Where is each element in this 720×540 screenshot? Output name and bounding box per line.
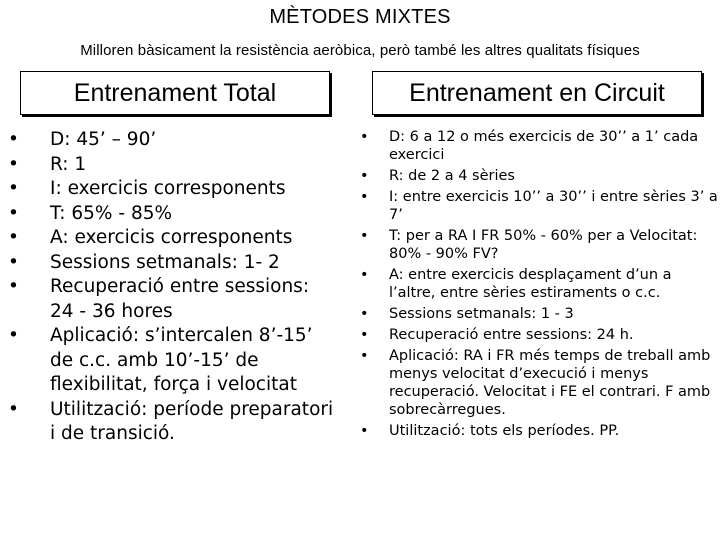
item-key: R [50, 153, 63, 175]
item-text: : 24 - 36 hores [50, 276, 310, 322]
item-text: : de 2 a 4 sèries [398, 168, 515, 184]
list-item [358, 422, 718, 440]
list-entrenament-total [6, 128, 336, 447]
list-item [6, 202, 336, 227]
page-subtitle: Milloren bàsicament la resistència aeròbica, però també les altres qualitats físiques [80, 42, 640, 59]
list-item [6, 324, 336, 398]
item-text: : exercicis corresponents [62, 227, 293, 248]
page-title: MÈTODES MIXTES [269, 6, 451, 28]
list-item [358, 167, 718, 185]
list-item [6, 251, 336, 276]
item-text: : 24 h. [587, 327, 634, 343]
list-item [6, 177, 336, 202]
list-item [6, 275, 336, 324]
list-item [358, 326, 718, 344]
item-text: : tots els períodes. PP. [460, 423, 620, 439]
list-item [6, 128, 336, 153]
heading-entrenament-total: Entrenament Total [20, 71, 330, 115]
item-text: : 65% - 85% [59, 202, 173, 224]
item-text: : 6 a 12 o més exercicis de 30’’ a 1’ cada exercici [389, 129, 699, 163]
item-text: : per a RA I FR 50% - 60% per a Velocitat: 80% - 90% FV? [389, 228, 698, 262]
item-key: I [389, 189, 394, 205]
item-text: : entre exercicis desplaçament d’un a l’altre, entre sèries estiraments o c.c. [389, 267, 672, 301]
item-text: : 1- 2 [231, 251, 280, 273]
item-text: : 1 [62, 153, 87, 175]
item-key: Recuperació entre sessions [389, 327, 588, 343]
item-key: D [389, 129, 401, 145]
list-item [358, 305, 718, 323]
list-item [6, 226, 336, 251]
list-item [358, 227, 718, 263]
item-key: Recuperació entre sessions [50, 276, 303, 297]
item-text: : període preparatori i de transició. [50, 398, 334, 444]
item-key: Utilització [389, 423, 461, 439]
item-key: R [389, 168, 399, 184]
item-key: T [389, 228, 397, 244]
item-text: : s’intercalen 8’-15’ de c.c. amb 10’-15’ de flexibilitat, força i velocitat [50, 325, 313, 395]
list-item [6, 153, 336, 178]
item-key: A [50, 227, 63, 248]
item-key: Sessions setmanals [389, 306, 532, 322]
item-key: T [50, 202, 60, 224]
item-key: I [50, 178, 56, 199]
item-key: Aplicació [50, 325, 133, 346]
item-text: : RA i FR més temps de treball amb menys velocitat d’execució i menys recuperació. Velocitat i FE el contrari. F amb sobrecàrregues. [389, 348, 711, 418]
list-item [358, 266, 718, 302]
item-text: : entre exercicis 10’’ a 30’’ i entre sèries 3’ a 7’ [389, 189, 718, 223]
list-item [358, 347, 718, 419]
item-key: Utilització [50, 398, 142, 420]
list-entrenament-circuit [358, 128, 718, 443]
item-text: : 1 - 3 [531, 306, 574, 322]
list-item [6, 398, 336, 447]
item-key: A [389, 267, 399, 283]
list-item [358, 188, 718, 224]
item-key: D [50, 129, 65, 150]
item-key: Sessions setmanals [50, 251, 232, 273]
item-text: : exercicis corresponents [55, 178, 286, 199]
heading-entrenament-circuit: Entrenament en Circuit [372, 71, 702, 115]
list-item [358, 128, 718, 164]
item-key: Aplicació [389, 348, 454, 364]
item-text: : 45’ – 90’ [64, 129, 157, 150]
